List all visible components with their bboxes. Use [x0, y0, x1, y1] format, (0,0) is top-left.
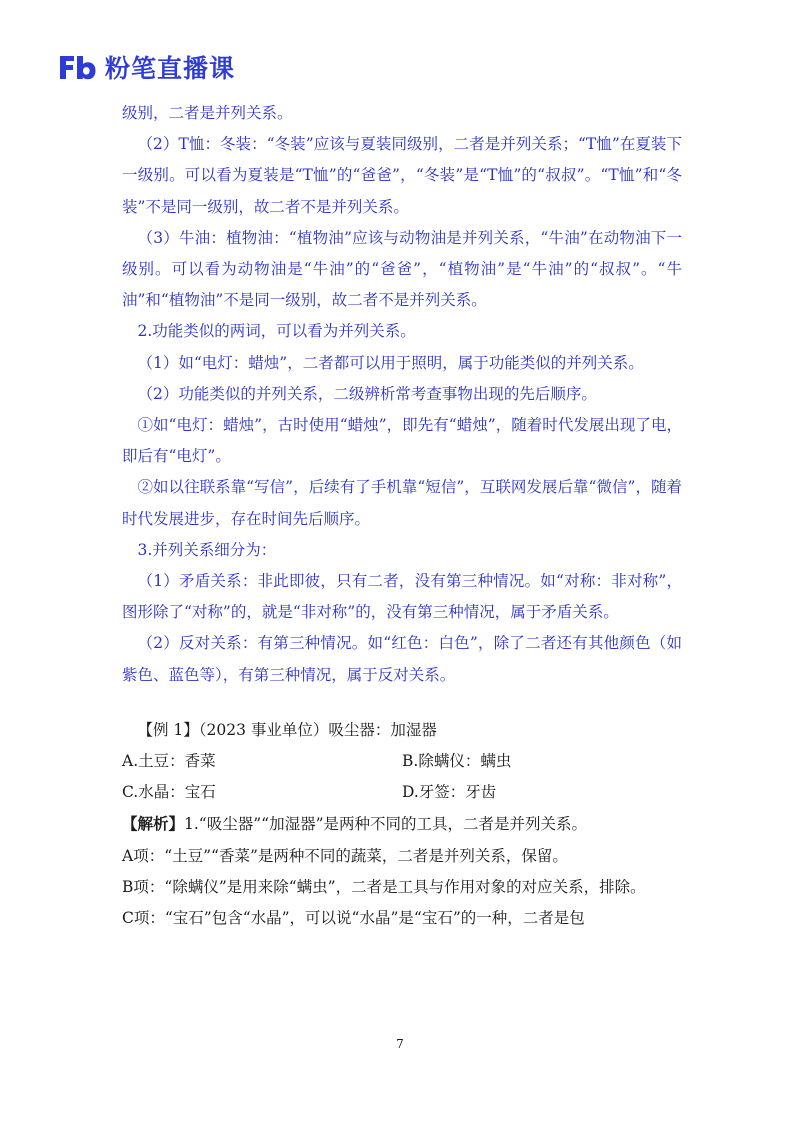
paragraph-line: 级别，二者是并列关系。 — [122, 104, 293, 122]
paragraph-functional-similarity: 2.功能类似的两词，可以看为并列关系。 — [137, 322, 416, 341]
option-b: B.除螨仪：螨虫 — [402, 752, 512, 771]
brand-name: 粉笔直播课 — [105, 54, 236, 83]
paragraph-order-of-appearance: （2）功能类似的并列关系，二级辨析常考查事物出现的先后顺序。 — [137, 384, 597, 403]
paragraph-lamp-candle: （1）如“电灯：蜡烛”，二者都可以用于照明，属于功能类似的并列关系。 — [137, 353, 644, 372]
analysis-intro — [122, 808, 682, 840]
paragraph-butter-vegetable-oil: （3）牛油：植物油：“植物油”应该与动物油是并列关系，“牛油”在动物油下一级别。可以看为动物油是“牛油”的“爸爸”，“植物油”是“牛油”的“叔叔”。“牛油”和“植物油”不是同一级别，故二者不是并列关系。 — [122, 228, 682, 310]
paragraph-example-lamp: ①如“电灯：蜡烛”，古时使用“蜡烛”，即先有“蜡烛”，随着时代发展出现了电，即后有“电灯”。 — [122, 416, 682, 466]
options-row-2 — [122, 777, 682, 808]
page-number: 7 — [396, 1037, 404, 1051]
paragraph-subdivision: 3.并列关系细分为： — [137, 540, 277, 559]
example-question — [122, 715, 682, 746]
paragraph-tshirt-winter: （2）T恤：冬装：“冬装”应该与夏装同级别，二者是并列关系；“T恤”在夏装下一级别。可以看为夏装是“T恤”的“爸爸”，“冬装”是“T恤”的“叔叔”。“T恤”和“冬装”不是同一级别，故二者不是并列关系。 — [122, 135, 682, 216]
example-source: （2023 事业单位） — [198, 720, 329, 739]
page-body — [122, 98, 682, 934]
analysis-first-text: 1.“吸尘器”“加湿器”是两种不同的工具，二者是并列关系。 — [184, 815, 588, 834]
paragraph-example-letter: ②如以往联系靠“写信”，后续有了手机靠“短信”，互联网发展后靠“微信”，随着时代发展进步，存在时间先后顺序。 — [122, 478, 682, 528]
example-question-text: 吸尘器：加湿器 — [328, 720, 437, 739]
fb-logo-icon — [57, 53, 97, 81]
analysis-option-b: B项：“除螨仪”是用来除“螨虫”，二者是工具与作用对象的对应关系，排除。 — [122, 877, 646, 896]
paragraph-contradictory: （1）矛盾关系：非此即彼，只有二者，没有第三种情况。如“对称：非对称”，图形除了“对称”的，就是“非对称”的，没有第三种情况，属于矛盾关系。 — [122, 572, 682, 622]
brand-logo — [57, 50, 235, 84]
analysis-option-a: A项：“土豆”“香菜”是两种不同的蔬菜，二者是并列关系，保留。 — [122, 846, 568, 865]
option-c: C.水晶：宝石 — [122, 783, 216, 802]
option-d: D.牙签：牙齿 — [402, 783, 497, 802]
analysis-option-c: C项：“宝石”包含“水晶”，可以说“水晶”是“宝石”的一种，二者是包 — [122, 909, 585, 928]
example-tag: 【例 1】 — [137, 720, 199, 739]
option-a: A.土豆：香菜 — [122, 752, 216, 771]
section-gap — [122, 691, 682, 715]
analysis-tag: 【解析】 — [122, 814, 185, 834]
paragraph-contrary: （2）反对关系：有第三种情况。如“红色：白色”，除了二者还有其他颜色（如紫色、蓝色等），有第三种情况，属于反对关系。 — [122, 634, 682, 684]
options-row-1 — [122, 746, 682, 777]
